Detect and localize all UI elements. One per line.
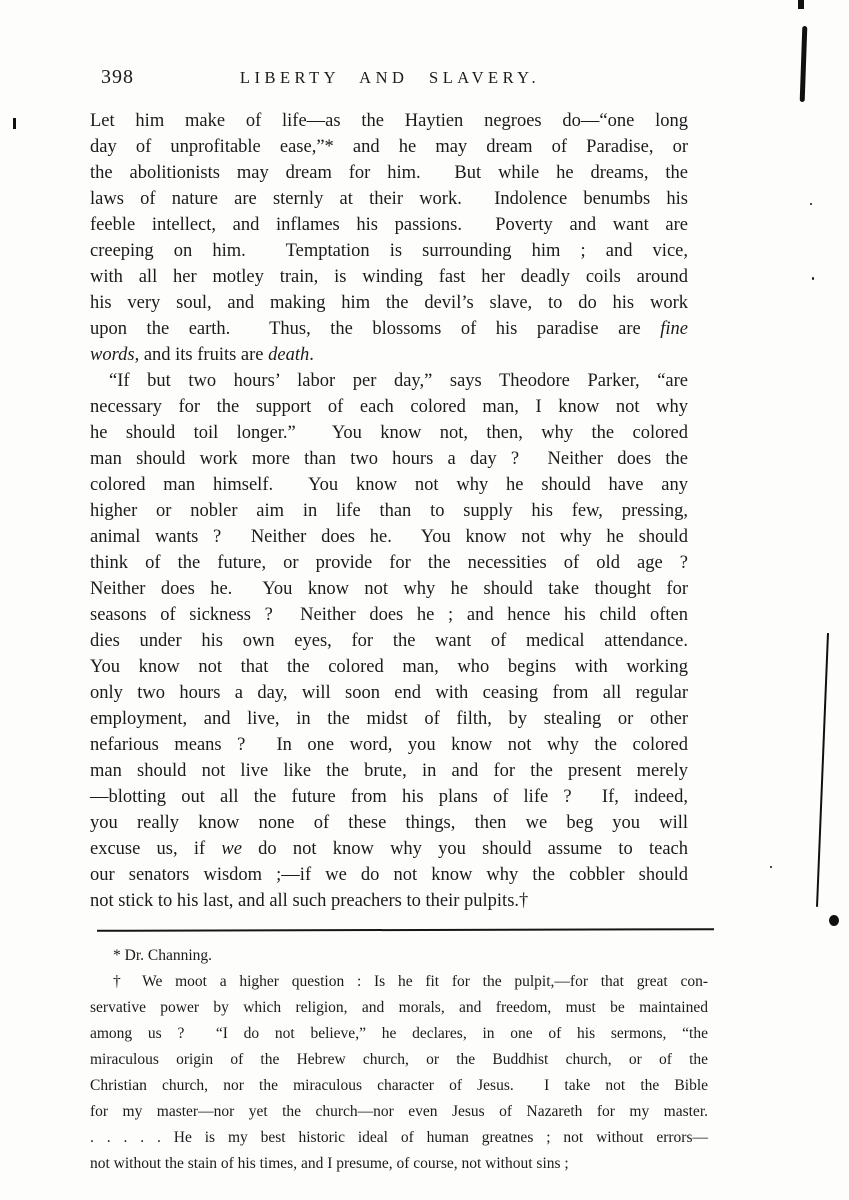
text-line: necessary for the support of each colored man, I know not why — [90, 397, 688, 417]
text-line: his very soul, and making him the devil’s slave, to do his work — [90, 293, 688, 313]
text-line: feeble intellect, and inflames his passions. Poverty and want are — [90, 215, 688, 235]
text-line: man should work more than two hours a day ? Neither does the — [90, 449, 688, 469]
text-line: among us ? “I do not believe,” he declares, in one of his sermons, “the — [90, 1025, 708, 1042]
text-line: You know not that the colored man, who begins with working — [90, 657, 688, 677]
footnotes — [90, 943, 708, 1177]
text-line: he should toil longer.” You know not, then, why the colored — [90, 423, 688, 443]
text-line: * Dr. Channing. — [113, 947, 213, 964]
text-line: Let him make of life—as the Haytien negroes do—“one long — [90, 111, 688, 131]
text-line: higher or nobler aim in life than to supply his few, pressing, — [90, 501, 688, 521]
text-line: day of unprofitable ease,”* and he may dream of Paradise, or — [90, 137, 688, 157]
scan-artifact-speck-3 — [770, 866, 772, 868]
text-line: employment, and live, in the midst of filth, by stealing or other — [90, 709, 688, 729]
text-line: creeping on him. Temptation is surrounding him ; and vice, — [90, 241, 688, 261]
text-line: with all her motley train, is winding fast her deadly coils around — [90, 267, 688, 287]
text-line: upon the earth. Thus, the blossoms of his paradise are fine — [90, 319, 688, 339]
text-line: you really know none of these things, then we beg you will — [90, 813, 688, 833]
text-line: miraculous origin of the Hebrew church, or the Buddhist church, or of the — [90, 1051, 708, 1068]
text-line: . . . . . He is my best historic ideal of human greatnes ; not without errors— — [90, 1129, 708, 1146]
running-title: LIBERTY AND SLAVERY. — [239, 68, 541, 87]
paragraph-1 — [90, 108, 688, 368]
footnote-separator-rule — [97, 928, 714, 932]
scan-artifact-right-streak — [816, 633, 829, 907]
text-line: not stick to his last, and all such preachers to their pulpits.† — [90, 891, 529, 911]
text-line: nefarious means ? In one word, you know not why the colored — [90, 735, 688, 755]
text-line: think of the future, or provide for the necessities of old age ? — [90, 553, 688, 573]
footnote-moot-question — [90, 969, 708, 1177]
text-line: Neither does he. You know not why he should take thought for — [90, 579, 688, 599]
text-line: our senators wisdom ;—if we do not know why the cobbler should — [90, 865, 688, 885]
scan-artifact-left-tick — [13, 118, 16, 129]
scan-artifact-right-blob — [829, 915, 839, 926]
body-text — [90, 108, 688, 914]
text-line: only two hours a day, will soon end with ceasing from all regular — [90, 683, 688, 703]
paragraph-2 — [90, 368, 688, 914]
text-line: excuse us, if we do not know why you should assume to teach — [90, 839, 688, 859]
text-line: servative power by which religion, and morals, and freedom, must be maintained — [90, 999, 708, 1016]
text-line: † We moot a higher question : Is he fit for the pulpit,—for that great con- — [113, 973, 708, 990]
text-line: the abolitionists may dream for him. But while he dreams, the — [90, 163, 688, 183]
page-number: 398 — [101, 66, 134, 88]
text-line: words, and its fruits are death. — [90, 345, 314, 365]
text-line: “If but two hours’ labor per day,” says Theodore Parker, “are — [109, 371, 688, 391]
text-line: dies under his own eyes, for the want of medical attendance. — [90, 631, 688, 651]
text-line: man should not live like the brute, in and for the present merely — [90, 761, 688, 781]
footnote-channing — [90, 943, 708, 969]
scan-artifact-top-right-streak — [800, 26, 808, 102]
page-header — [90, 64, 690, 90]
text-line: Christian church, nor the miraculous character of Jesus. I take not the Bible — [90, 1077, 708, 1094]
text-line: animal wants ? Neither does he. You know not why he should — [90, 527, 688, 547]
text-line: laws of nature are sternly at their work. Indolence benumbs his — [90, 189, 688, 209]
scan-artifact-top-right-nub — [798, 0, 804, 9]
scan-artifact-speck-2 — [812, 277, 814, 280]
text-line: for my master—nor yet the church—nor even Jesus of Nazareth for my master. — [90, 1103, 708, 1120]
text-line: colored man himself. You know not why he should have any — [90, 475, 688, 495]
scan-artifact-speck-1 — [810, 203, 812, 205]
text-line: seasons of sickness ? Neither does he ; and hence his child often — [90, 605, 688, 625]
text-line: not without the stain of his times, and I presume, of course, not without sins ; — [90, 1155, 569, 1172]
text-line: —blotting out all the future from his plans of life ? If, indeed, — [90, 787, 688, 807]
